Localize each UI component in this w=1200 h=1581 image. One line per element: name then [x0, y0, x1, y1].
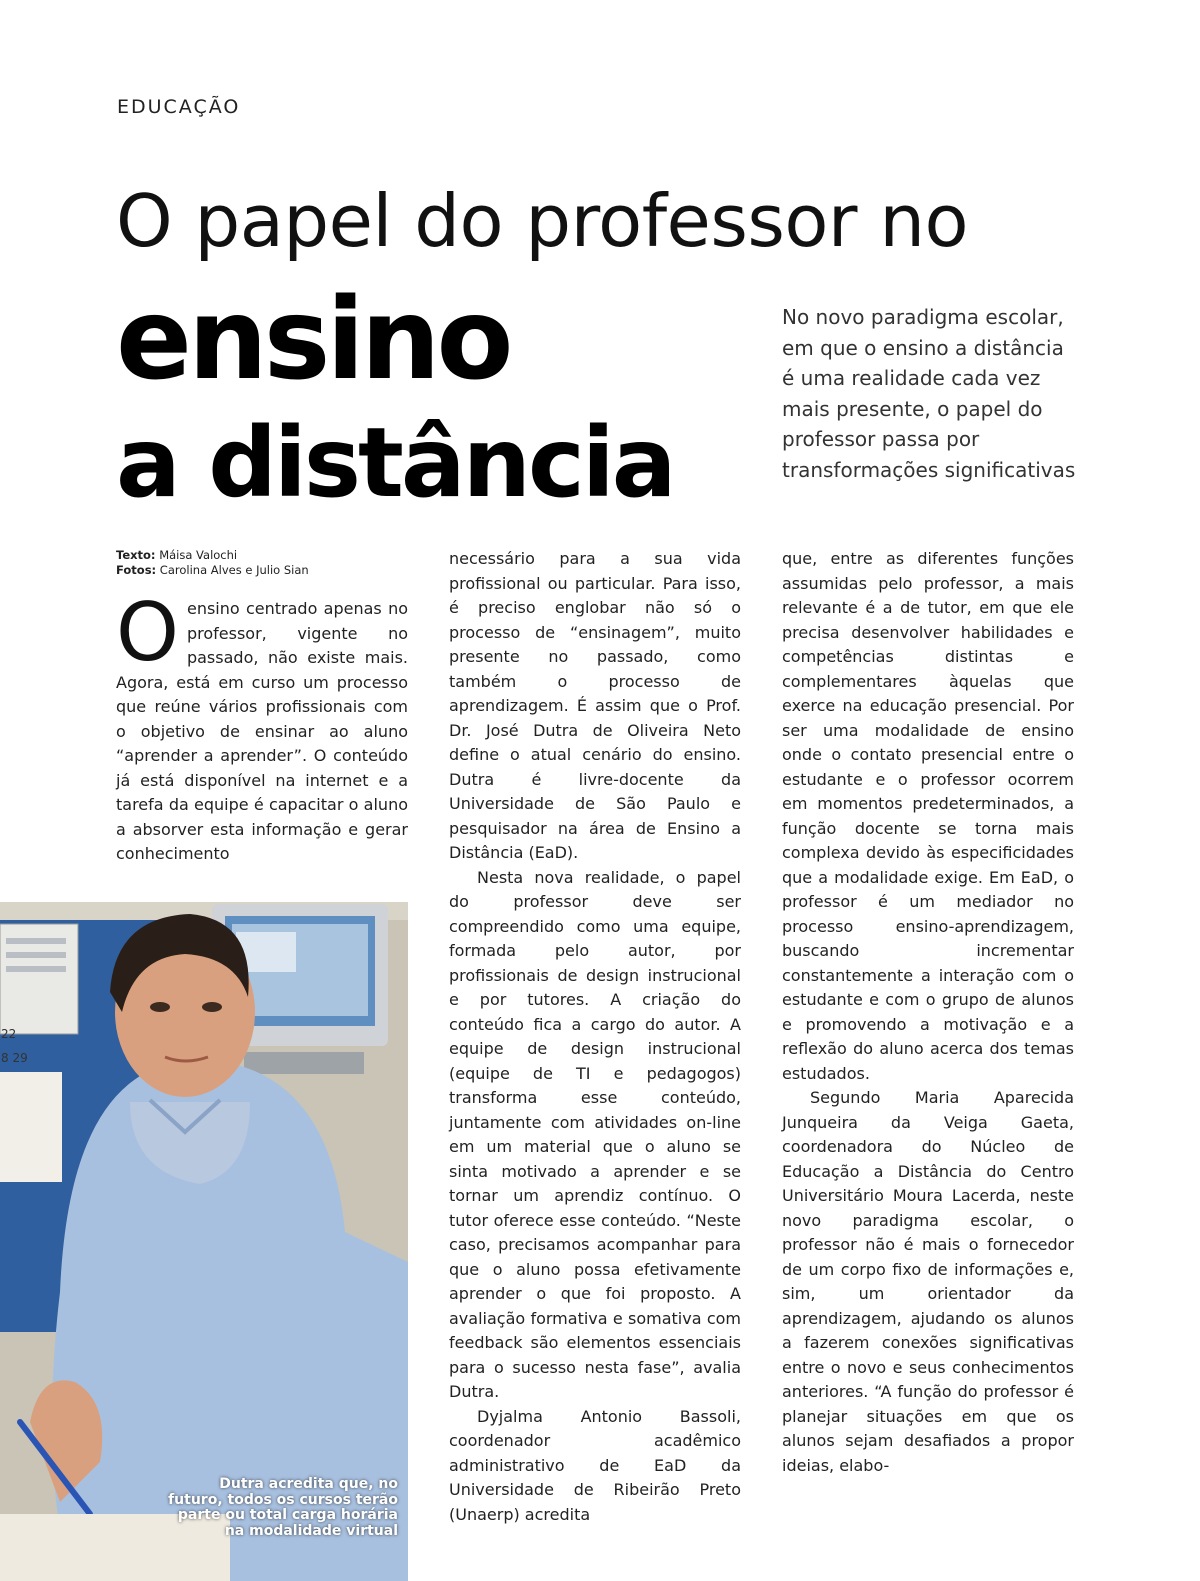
lede-paragraph: No novo paradigma escolar, em que o ensino a distância é uma realidade cada vez mais presente, o papel do professor passa por transformações significativas — [782, 305, 1076, 482]
credits — [116, 548, 436, 578]
portrait-photo — [0, 902, 408, 1581]
text-credit — [116, 548, 436, 563]
article-paragraph-3-continued: que, entre as diferentes funções assumidas pelo professor, a mais relevante é a de tutor, em que ele precisa desenvolver habilidades e competências distintas e complementares àquelas que exerce na educação presencial. Por ser uma modalidade de ensino onde o contato presencial entre o estudante e o professor ocorrem em momentos predeterminados, a função docente se torna mais complexa devido às especificidades que a modalidade exige. Em EaD, o professor é um mediador no processo ensino-aprendizagem, buscando incrementar constantemente a interação com o estudante e com o grupo de alunos e promovendo a motivação e a reflexão do aluno acerca dos temas estudados. — [782, 549, 1074, 1083]
calendar-day-1: 22 — [1, 1027, 17, 1041]
article-paragraph-4: Segundo Maria Aparecida Junqueira da Veiga Gaeta, coordenadora do Núcleo de Educação a Distância do Centro Universitário Moura Lacerda, neste novo paradigma escolar, o professor não é mais o fornecedor de um corpo fixo de informações e, sim, um orientador da aprendizagem, ajudando os alunos a fazerem conexões significativas entre o novo e seus conhecimentos anteriores. “A função do professor é planejar situações em que os alunos sejam desafiados a propor ideias, elabo- — [782, 1088, 1074, 1475]
section-label: EDUCAÇÃO — [117, 96, 241, 118]
photo-credit-label: Fotos: — [116, 563, 157, 577]
article-paragraph-1-continued: necessário para a sua vida profissional ou particular. Para isso, é preciso englobar não só o processo de “ensinagem”, muito presente no passado, como também o processo de aprendizagem. É assim que o Prof. Dr. José Dutra de Oliveira Neto define o atual cenário do ensino. Dutra é livre-docente da Universidade de São Paulo e pesquisador na área de Ensino a Distância (EaD). — [449, 549, 741, 862]
headline-line-3: a distância — [116, 407, 674, 519]
photo-credit — [116, 563, 436, 578]
photo-caption: Dutra acredita que, no futuro, todos os cursos terão parte ou total carga horária na modalidade virtual — [168, 1476, 398, 1539]
headline-line-1: O papel do professor no — [116, 179, 969, 263]
headline-line-2: ensino — [116, 275, 510, 405]
article-paragraph-3: Dyjalma Antonio Bassoli, coordenador acadêmico administrativo de EaD da Universidade de Ribeirão Preto (Unaerp) acredita — [449, 1406, 741, 1524]
paragraph-1-text: ensino centrado apenas no professor, vigente no passado, não existe mais. Agora, está em curso um processo que reúne vários profissionais com o objetivo de ensinar ao aluno “aprender a aprender”. O conteúdo já está disponível na internet e a tarefa da equipe é capacitar o aluno a absorver esta informação e gerar conhecimento — [116, 599, 408, 863]
article-paragraph-1 — [116, 586, 408, 867]
article-column-2 — [449, 547, 741, 1527]
calendar-day-2: 8 29 — [1, 1051, 28, 1065]
photo-credit-name: Carolina Alves e Julio Sian — [159, 563, 309, 577]
article-paragraph-2: Nesta nova realidade, o papel do professor deve ser compreendido como uma equipe, formada pelo autor, por profissionais de design instrucional e por tutores. A criação do conteúdo fica a cargo do autor. A equipe de design instrucional (equipe de TI e pedagogos) transforma esse conteúdo, juntamente com atividades on-line em um material que o aluno se sinta motivado a aprender e se tornar um aprendiz contínuo. O tutor oferece esse conteúdo. “Neste caso, precisamos acompanhar para que o aluno possa efetivamente aprender o que foi proposto. A avaliação formativa e somativa com feedback são elementos essenciais para o sucesso nesta fase”, avalia Dutra. — [449, 867, 741, 1401]
text-credit-label: Texto: — [116, 548, 156, 562]
article-column-3 — [782, 547, 1074, 1478]
drop-cap: O — [116, 586, 179, 679]
article-column-1 — [116, 586, 408, 867]
text-credit-name: Máisa Valochi — [159, 548, 238, 562]
